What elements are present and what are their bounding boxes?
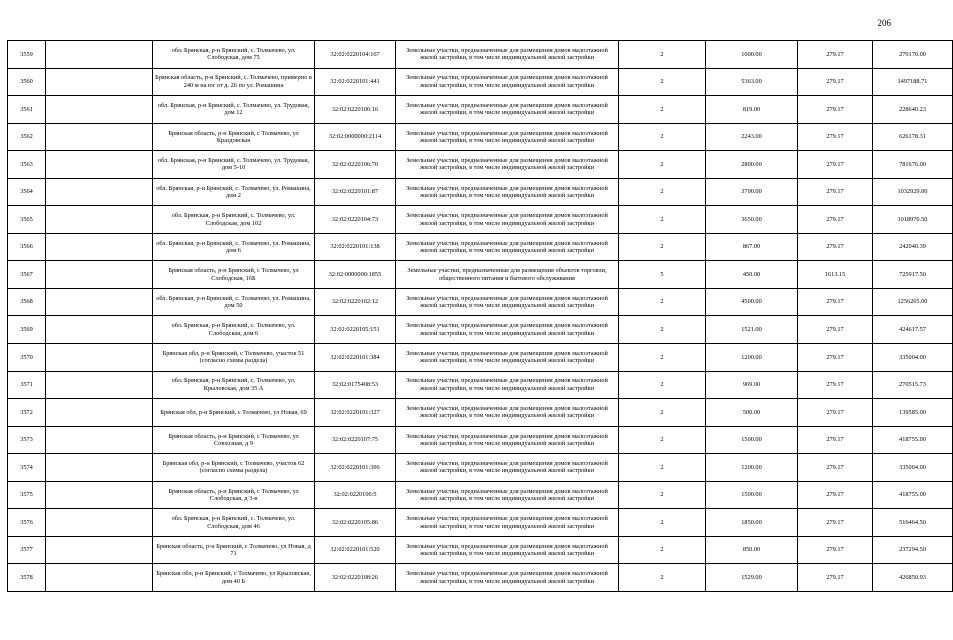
address-cell: Брянская область, р-н Брянский, с Толмачево, ул Новая, д 71 bbox=[153, 536, 315, 564]
rate-cell: 279.17 bbox=[798, 426, 873, 454]
address-cell: обл. Брянская, р-н Брянский, с. Толмачево, ул. Ромашина, дом 2 bbox=[153, 178, 315, 206]
table-row bbox=[8, 206, 953, 234]
area-cell: 1200.00 bbox=[706, 344, 798, 372]
rate-cell: 279.17 bbox=[798, 454, 873, 482]
address-cell: Брянская область, р-н Брянский, с Толмачево, ул Слободская, д 3-в bbox=[153, 481, 315, 509]
row-number: 3571 bbox=[8, 371, 46, 399]
cadastral-number-cell: 32:02:0220105:86 bbox=[315, 509, 396, 537]
area-cell: 3650.00 bbox=[706, 206, 798, 234]
blank-cell bbox=[46, 178, 153, 206]
cadastral-number-cell: 32:02:0220101:441 bbox=[315, 68, 396, 96]
land-use-cell: Земельные участки, предназначенные для размещения домов малоэтажной жилой застройки, в том числе индивидуальной жилой застройки bbox=[396, 41, 619, 69]
land-use-cell: Земельные участки, предназначенные для размещения домов малоэтажной жилой застройки, в том числе индивидуальной жилой застройки bbox=[396, 233, 619, 261]
row-number: 3559 bbox=[8, 41, 46, 69]
blank-cell bbox=[46, 151, 153, 179]
use-code-cell: 2 bbox=[619, 68, 706, 96]
rate-cell: 279.17 bbox=[798, 344, 873, 372]
cadastral-value-cell: 516464.50 bbox=[873, 509, 953, 537]
rate-cell: 279.17 bbox=[798, 178, 873, 206]
cadastral-number-cell: 32:02:0000000:1855 bbox=[315, 261, 396, 289]
row-number: 3563 bbox=[8, 151, 46, 179]
area-cell: 5363.00 bbox=[706, 68, 798, 96]
cadastral-value-cell: 237294.50 bbox=[873, 536, 953, 564]
address-cell: обл. Брянская, р-н Брянский, с. Толмачево, ул. Слободская, дом 75 bbox=[153, 41, 315, 69]
cadastral-number-cell: 32:02:0220101:396 bbox=[315, 454, 396, 482]
use-code-cell: 2 bbox=[619, 288, 706, 316]
use-code-cell: 2 bbox=[619, 123, 706, 151]
land-use-cell: Земельные участки, предназначенные для размещения домов малоэтажной жилой застройки, в том числе индивидуальной жилой застройки bbox=[396, 371, 619, 399]
table-row bbox=[8, 233, 953, 261]
use-code-cell: 2 bbox=[619, 178, 706, 206]
rate-cell: 279.17 bbox=[798, 371, 873, 399]
address-cell: Брянская обл, р-н Брянский, с Толмачево, участок 62 (согласно схемы раздела) bbox=[153, 454, 315, 482]
cadastral-value-cell: 626178.31 bbox=[873, 123, 953, 151]
cadastral-number-cell: 32:02:0175408:53 bbox=[315, 371, 396, 399]
area-cell: 1850.00 bbox=[706, 509, 798, 537]
cadastral-value-cell: 426850.93 bbox=[873, 564, 953, 592]
area-cell: 2800.00 bbox=[706, 151, 798, 179]
land-use-cell: Земельные участки, предназначенные для размещения домов малоэтажной жилой застройки, в том числе индивидуальной жилой застройки bbox=[396, 123, 619, 151]
cadastral-number-cell: 32:02:0220101:327 bbox=[315, 399, 396, 427]
cadastral-value-cell: 139585.00 bbox=[873, 399, 953, 427]
address-cell: Брянская область, р-н Брянский, с Толмачево, ул Краздовская bbox=[153, 123, 315, 151]
row-number: 3577 bbox=[8, 536, 46, 564]
land-use-cell: Земельные участки, предназначенные для размещения домов малоэтажной жилой застройки, в том числе индивидуальной жилой застройки bbox=[396, 509, 619, 537]
row-number: 3564 bbox=[8, 178, 46, 206]
rate-cell: 279.17 bbox=[798, 288, 873, 316]
rate-cell: 279.17 bbox=[798, 316, 873, 344]
use-code-cell: 2 bbox=[619, 41, 706, 69]
cadastral-value-cell: 1018970.50 bbox=[873, 206, 953, 234]
area-cell: 450.00 bbox=[706, 261, 798, 289]
row-number: 3560 bbox=[8, 68, 46, 96]
rate-cell: 279.17 bbox=[798, 206, 873, 234]
land-use-cell: Земельные участки, предназначенные для размещения домов малоэтажной жилой застройки, в том числе индивидуальной жилой застройки bbox=[396, 68, 619, 96]
area-cell: 819.00 bbox=[706, 96, 798, 124]
cadastral-number-cell: 32:02:0220107:75 bbox=[315, 426, 396, 454]
area-cell: 3700.00 bbox=[706, 178, 798, 206]
land-use-cell: Земельные участки, предназначенные для размещения домов малоэтажной жилой застройки, в том числе индивидуальной жилой застройки bbox=[396, 536, 619, 564]
cadastral-value-cell: 335004.00 bbox=[873, 454, 953, 482]
address-cell: обл. Брянская, р-н Брянский, с. Толмачево, ул. Ромашина, дом 6 bbox=[153, 233, 315, 261]
area-cell: 1521.00 bbox=[706, 316, 798, 344]
row-number: 3565 bbox=[8, 206, 46, 234]
blank-cell bbox=[46, 344, 153, 372]
blank-cell bbox=[46, 288, 153, 316]
rate-cell: 279.17 bbox=[798, 509, 873, 537]
table-row bbox=[8, 454, 953, 482]
row-number: 3568 bbox=[8, 288, 46, 316]
table-row bbox=[8, 178, 953, 206]
use-code-cell: 2 bbox=[619, 371, 706, 399]
cadastral-number-cell: 32:02:0220106:5 bbox=[315, 481, 396, 509]
row-number: 3562 bbox=[8, 123, 46, 151]
row-number: 3567 bbox=[8, 261, 46, 289]
area-cell: 1500.00 bbox=[706, 426, 798, 454]
area-cell: 1200.00 bbox=[706, 454, 798, 482]
address-cell: Брянская обл, р-н Брянский, с Толмачево, участок 51 (согласно схемы раздела) bbox=[153, 344, 315, 372]
area-cell: 1500.00 bbox=[706, 481, 798, 509]
cadastral-value-cell: 418755.00 bbox=[873, 481, 953, 509]
blank-cell bbox=[46, 316, 153, 344]
rate-cell: 279.17 bbox=[798, 68, 873, 96]
use-code-cell: 2 bbox=[619, 316, 706, 344]
cadastral-number-cell: 32:02:0220101:520 bbox=[315, 536, 396, 564]
cadastral-value-cell: 228640.23 bbox=[873, 96, 953, 124]
row-number: 3578 bbox=[8, 564, 46, 592]
row-number: 3575 bbox=[8, 481, 46, 509]
address-cell: Брянская область, р-н Брянский, с Толмачево, ул Слободская, 16Б bbox=[153, 261, 315, 289]
table-row bbox=[8, 371, 953, 399]
table-row bbox=[8, 426, 953, 454]
cadastral-number-cell: 32:02:0220108:26 bbox=[315, 564, 396, 592]
cadastral-value-cell: 335004.00 bbox=[873, 344, 953, 372]
row-number: 3570 bbox=[8, 344, 46, 372]
land-use-cell: Земельные участки, предназначенные для размещения домов малоэтажной жилой застройки, в том числе индивидуальной жилой застройки bbox=[396, 426, 619, 454]
address-cell: Брянская область, р-н Брянский, с. Толмачево, примерно в 240 м на юг от д. 26 по ул. Ромашина bbox=[153, 68, 315, 96]
rate-cell: 279.17 bbox=[798, 41, 873, 69]
blank-cell bbox=[46, 399, 153, 427]
table-row bbox=[8, 68, 953, 96]
cadastral-value-cell: 781676.00 bbox=[873, 151, 953, 179]
table-row bbox=[8, 481, 953, 509]
blank-cell bbox=[46, 41, 153, 69]
rate-cell: 279.17 bbox=[798, 481, 873, 509]
row-number: 3572 bbox=[8, 399, 46, 427]
use-code-cell: 2 bbox=[619, 454, 706, 482]
land-use-cell: Земельные участки, предназначенные для размещения домов малоэтажной жилой застройки, в том числе индивидуальной жилой застройки bbox=[396, 178, 619, 206]
cadastral-number-cell: 32:02:0000000:2114 bbox=[315, 123, 396, 151]
blank-cell bbox=[46, 123, 153, 151]
table-row bbox=[8, 96, 953, 124]
cadastral-value-cell: 279170.00 bbox=[873, 41, 953, 69]
rate-cell: 279.17 bbox=[798, 151, 873, 179]
cadastral-value-cell: 1256265.00 bbox=[873, 288, 953, 316]
land-use-cell: Земельные участки, предназначенные для размещения домов малоэтажной жилой застройки, в том числе индивидуальной жилой застройки bbox=[396, 344, 619, 372]
blank-cell bbox=[46, 426, 153, 454]
land-registry-body bbox=[8, 41, 953, 592]
land-use-cell: Земельные участки, предназначенные для размещения домов малоэтажной жилой застройки, в том числе индивидуальной жилой застройки bbox=[396, 316, 619, 344]
cadastral-value-cell: 424617.57 bbox=[873, 316, 953, 344]
table-row bbox=[8, 564, 953, 592]
cadastral-number-cell: 32:02:0220104:73 bbox=[315, 206, 396, 234]
cadastral-number-cell: 32:02:0220105:151 bbox=[315, 316, 396, 344]
blank-cell bbox=[46, 206, 153, 234]
use-code-cell: 5 bbox=[619, 261, 706, 289]
use-code-cell: 2 bbox=[619, 426, 706, 454]
cadastral-value-cell: 1032929.00 bbox=[873, 178, 953, 206]
row-number: 3566 bbox=[8, 233, 46, 261]
blank-cell bbox=[46, 536, 153, 564]
address-cell: обл. Брянская, р-н Брянский, с. Толмачево, ул. Ромашина, дом 50 bbox=[153, 288, 315, 316]
cadastral-value-cell: 1497188.71 bbox=[873, 68, 953, 96]
land-use-cell: Земельные участки, предназначенные для размещения домов малоэтажной жилой застройки, в том числе индивидуальной жилой застройки bbox=[396, 399, 619, 427]
land-use-cell: Земельные участки, предназначенные для размещения домов малоэтажной жилой застройки, в том числе индивидуальной жилой застройки bbox=[396, 151, 619, 179]
area-cell: 1000.00 bbox=[706, 41, 798, 69]
cadastral-value-cell: 418755.00 bbox=[873, 426, 953, 454]
rate-cell: 279.17 bbox=[798, 123, 873, 151]
blank-cell bbox=[46, 261, 153, 289]
use-code-cell: 2 bbox=[619, 536, 706, 564]
cadastral-number-cell: 32:02:0220101:384 bbox=[315, 344, 396, 372]
row-number: 3574 bbox=[8, 454, 46, 482]
rate-cell: 279.17 bbox=[798, 233, 873, 261]
address-cell: Брянская обл, р-н Брянский, с Толмачево, ул Новая, 69 bbox=[153, 399, 315, 427]
row-number: 3561 bbox=[8, 96, 46, 124]
blank-cell bbox=[46, 371, 153, 399]
use-code-cell: 2 bbox=[619, 481, 706, 509]
use-code-cell: 2 bbox=[619, 399, 706, 427]
land-use-cell: Земельные участки, предназначенные для размещения домов малоэтажной жилой застройки, в том числе индивидуальной жилой застройки bbox=[396, 481, 619, 509]
table-row bbox=[8, 151, 953, 179]
use-code-cell: 2 bbox=[619, 509, 706, 537]
land-use-cell: Земельные участки, предназначенные для размещения домов малоэтажной жилой застройки, в том числе индивидуальной жилой застройки bbox=[396, 564, 619, 592]
land-use-cell: Земельные участки, предназначенные для размещения домов малоэтажной жилой застройки, в том числе индивидуальной жилой застройки bbox=[396, 288, 619, 316]
table-row bbox=[8, 41, 953, 69]
use-code-cell: 2 bbox=[619, 564, 706, 592]
use-code-cell: 2 bbox=[619, 151, 706, 179]
area-cell: 850.00 bbox=[706, 536, 798, 564]
table-row bbox=[8, 399, 953, 427]
area-cell: 969.00 bbox=[706, 371, 798, 399]
table-row bbox=[8, 123, 953, 151]
use-code-cell: 2 bbox=[619, 344, 706, 372]
cadastral-number-cell: 32:02:0220104:167 bbox=[315, 41, 396, 69]
use-code-cell: 2 bbox=[619, 206, 706, 234]
rate-cell: 1613.15 bbox=[798, 261, 873, 289]
land-use-cell: Земельные участки, предназначенные для размещения домов малоэтажной жилой застройки, в том числе индивидуальной жилой застройки bbox=[396, 96, 619, 124]
table-row bbox=[8, 344, 953, 372]
table-row bbox=[8, 316, 953, 344]
area-cell: 2243.00 bbox=[706, 123, 798, 151]
address-cell: обл. Брянская, р-н Брянский, с. Толмачево, ул. Крыловская, дом 35 А bbox=[153, 371, 315, 399]
cadastral-value-cell: 242040.39 bbox=[873, 233, 953, 261]
page-number: 206 bbox=[877, 18, 891, 28]
blank-cell bbox=[46, 454, 153, 482]
rate-cell: 279.17 bbox=[798, 399, 873, 427]
area-cell: 4500.00 bbox=[706, 288, 798, 316]
address-cell: обл. Брянская, р-н Брянский, с. Толмачево, ул. Слободская, дом 46 bbox=[153, 509, 315, 537]
address-cell: Брянская обл, р-н Брянский, с Толмачево, ул Крыловская, дом 40 Б bbox=[153, 564, 315, 592]
cadastral-number-cell: 32:02:0220102:12 bbox=[315, 288, 396, 316]
row-number: 3576 bbox=[8, 509, 46, 537]
table-row bbox=[8, 509, 953, 537]
cadastral-number-cell: 32:02:0220101:87 bbox=[315, 178, 396, 206]
rate-cell: 279.17 bbox=[798, 536, 873, 564]
land-use-cell: Земельные участки, предназначенные для размещения объектов торговли, общественного питания и бытового обслуживания bbox=[396, 261, 619, 289]
cadastral-number-cell: 32:02:0220106:16 bbox=[315, 96, 396, 124]
land-use-cell: Земельные участки, предназначенные для размещения домов малоэтажной жилой застройки, в том числе индивидуальной жилой застройки bbox=[396, 454, 619, 482]
blank-cell bbox=[46, 481, 153, 509]
cadastral-number-cell: 32:02:0220101:138 bbox=[315, 233, 396, 261]
address-cell: обл. Брянская, р-н Брянский, с. Толмачево, ул. Слободская, дом 6 bbox=[153, 316, 315, 344]
address-cell: обл. Брянская, р-н Брянский, с. Толмачево, ул. Трудовая, дом 12 bbox=[153, 96, 315, 124]
row-number: 3573 bbox=[8, 426, 46, 454]
blank-cell bbox=[46, 233, 153, 261]
blank-cell bbox=[46, 509, 153, 537]
row-number: 3569 bbox=[8, 316, 46, 344]
use-code-cell: 2 bbox=[619, 96, 706, 124]
area-cell: 1529.00 bbox=[706, 564, 798, 592]
area-cell: 500.00 bbox=[706, 399, 798, 427]
rate-cell: 279.17 bbox=[798, 564, 873, 592]
address-cell: обл. Брянская, р-н Брянский, с. Толмачево, ул. Трудовая, дом 5-10 bbox=[153, 151, 315, 179]
cadastral-number-cell: 32:02:0220106:70 bbox=[315, 151, 396, 179]
rate-cell: 279.17 bbox=[798, 96, 873, 124]
area-cell: 867.00 bbox=[706, 233, 798, 261]
table-row bbox=[8, 536, 953, 564]
land-use-cell: Земельные участки, предназначенные для размещения домов малоэтажной жилой застройки, в том числе индивидуальной жилой застройки bbox=[396, 206, 619, 234]
table-row bbox=[8, 261, 953, 289]
address-cell: Брянская область, р-н Брянский, с Толмачево, ул Совхозная, д 9 bbox=[153, 426, 315, 454]
blank-cell bbox=[46, 564, 153, 592]
cadastral-value-cell: 725917.50 bbox=[873, 261, 953, 289]
blank-cell bbox=[46, 96, 153, 124]
address-cell: обл. Брянская, р-н Брянский, с. Толмачево, ул. Слободская, дом 102 bbox=[153, 206, 315, 234]
land-registry-table bbox=[7, 40, 953, 592]
table-row bbox=[8, 288, 953, 316]
blank-cell bbox=[46, 68, 153, 96]
use-code-cell: 2 bbox=[619, 233, 706, 261]
cadastral-value-cell: 270515.73 bbox=[873, 371, 953, 399]
